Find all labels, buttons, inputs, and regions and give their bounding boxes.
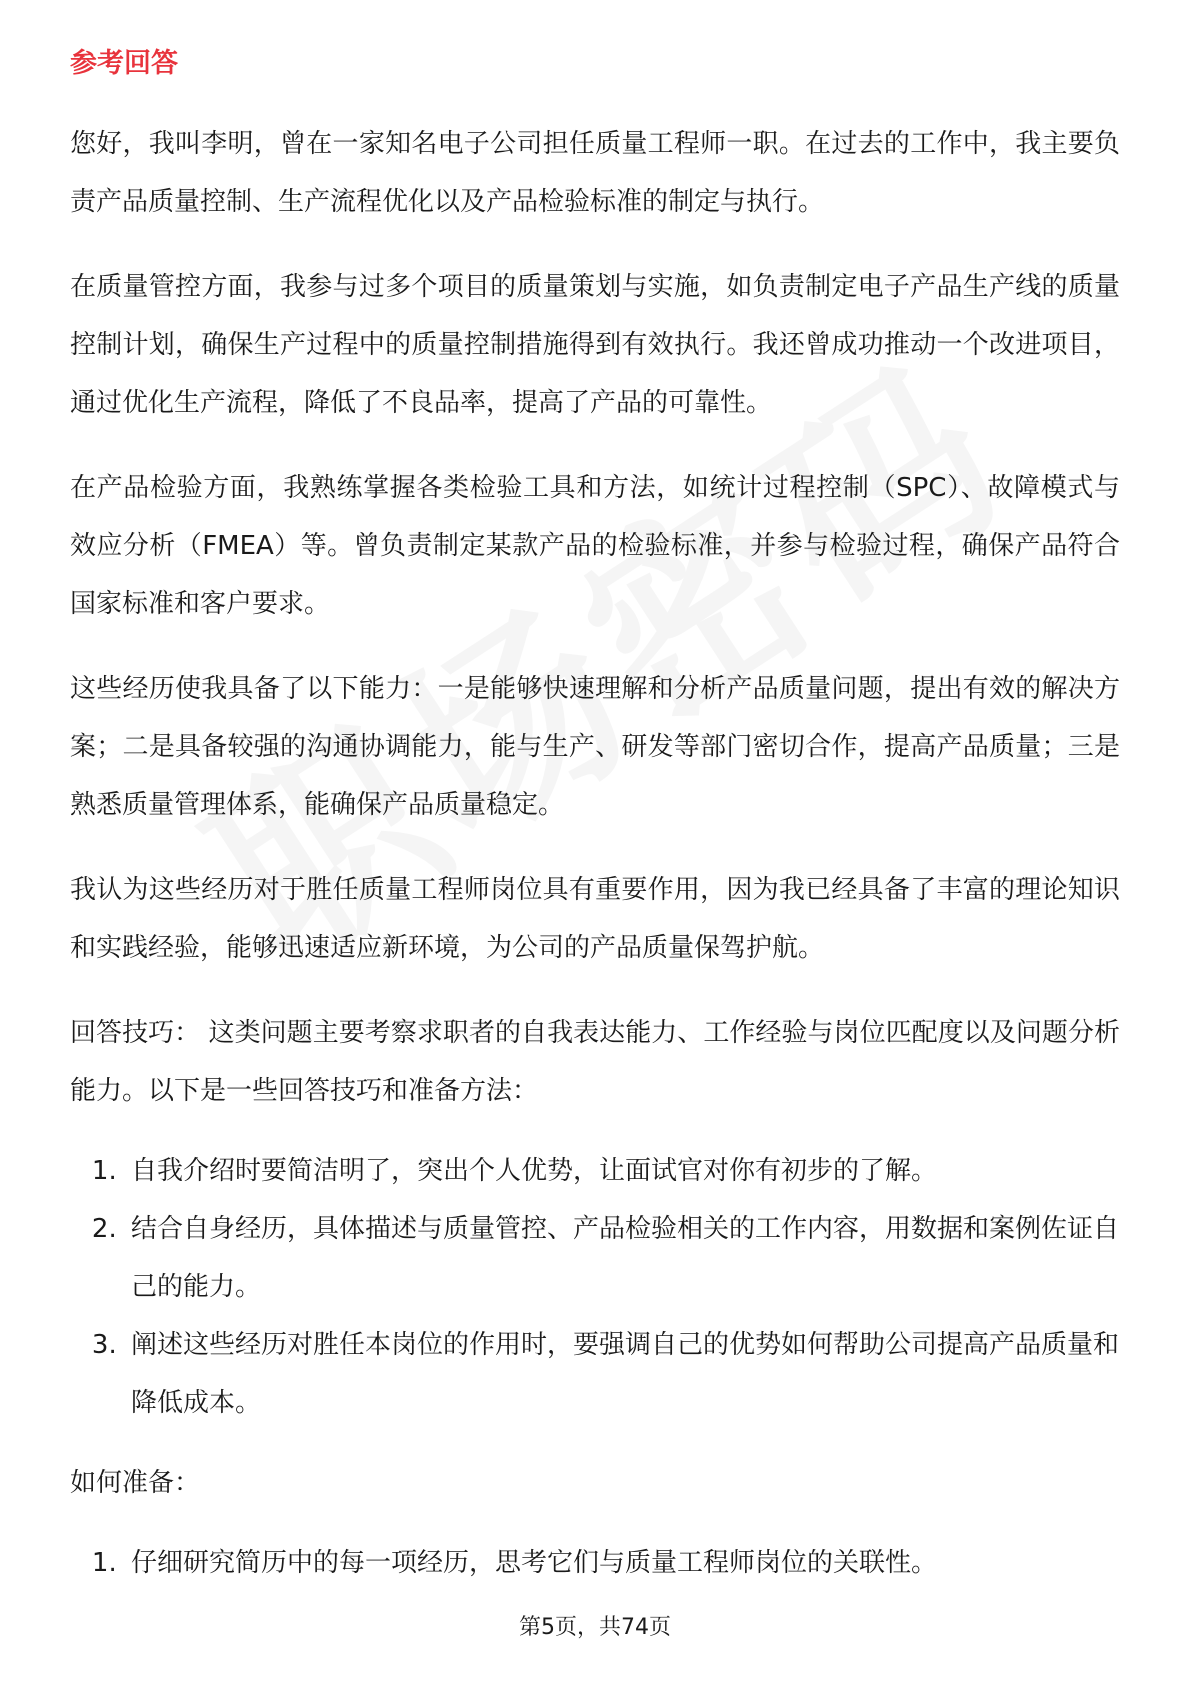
list-item: 2. 结合自身经历，具体描述与质量管控、产品检验相关的工作内容，用数据和案例佐证自己的能力。 xyxy=(125,1200,1120,1316)
paragraph-answer-tips: 回答技巧： 这类问题主要考察求职者的自我表达能力、工作经验与岗位匹配度以及问题分析能力。以下是一些回答技巧和准备方法： xyxy=(70,1018,1120,1107)
page-number: 第5页，共74页 xyxy=(519,1615,671,1640)
list-item: 3. 阐述这些经历对胜任本岗位的作用时，要强调自己的优势如何帮助公司提高产品质量和降低成本。 xyxy=(125,1316,1120,1432)
document-body xyxy=(70,42,1120,1614)
paragraph-intro: 您好，我叫李明，曾在一家知名电子公司担任质量工程师一职。在过去的工作中，我主要负责产品质量控制、生产流程优化以及产品检验标准的制定与执行。 xyxy=(70,129,1120,218)
list-item: 1. 仔细研究简历中的每一项经历，思考它们与质量工程师岗位的关联性。 xyxy=(125,1534,1120,1592)
paragraph-inspection: 在产品检验方面，我熟练掌握各类检验工具和方法，如统计过程控制（SPC）、故障模式与效应分析（FMEA）等。曾负责制定某款产品的检验标准，并参与检验过程，确保产品符合国家标准和客户要求。 xyxy=(70,473,1120,620)
section-title: 参考回答 xyxy=(70,48,178,79)
paragraph-quality-control: 在质量管控方面，我参与过多个项目的质量策划与实施，如负责制定电子产品生产线的质量控制计划，确保生产过程中的质量控制措施得到有效执行。我还曾成功推动一个改进项目，通过优化生产流程，降低了不良品率，提高了产品的可靠性。 xyxy=(70,272,1120,419)
paragraph-conclusion: 我认为这些经历对于胜任质量工程师岗位具有重要作用，因为我已经具备了丰富的理论知识和实践经验，能够迅速适应新环境，为公司的产品质量保驾护航。 xyxy=(70,875,1120,964)
prepare-list xyxy=(70,1534,1120,1592)
paragraph-abilities: 这些经历使我具备了以下能力：一是能够快速理解和分析产品质量问题，提出有效的解决方案；二是具备较强的沟通协调能力，能与生产、研发等部门密切合作，提高产品质量；三是熟悉质量管理体系，能确保产品质量稳定。 xyxy=(70,674,1120,821)
list-item: 1. 自我介绍时要简洁明了，突出个人优势，让面试官对你有初步的了解。 xyxy=(125,1142,1120,1200)
tips-list xyxy=(70,1142,1120,1432)
prepare-heading: 如何准备： xyxy=(70,1468,201,1499)
